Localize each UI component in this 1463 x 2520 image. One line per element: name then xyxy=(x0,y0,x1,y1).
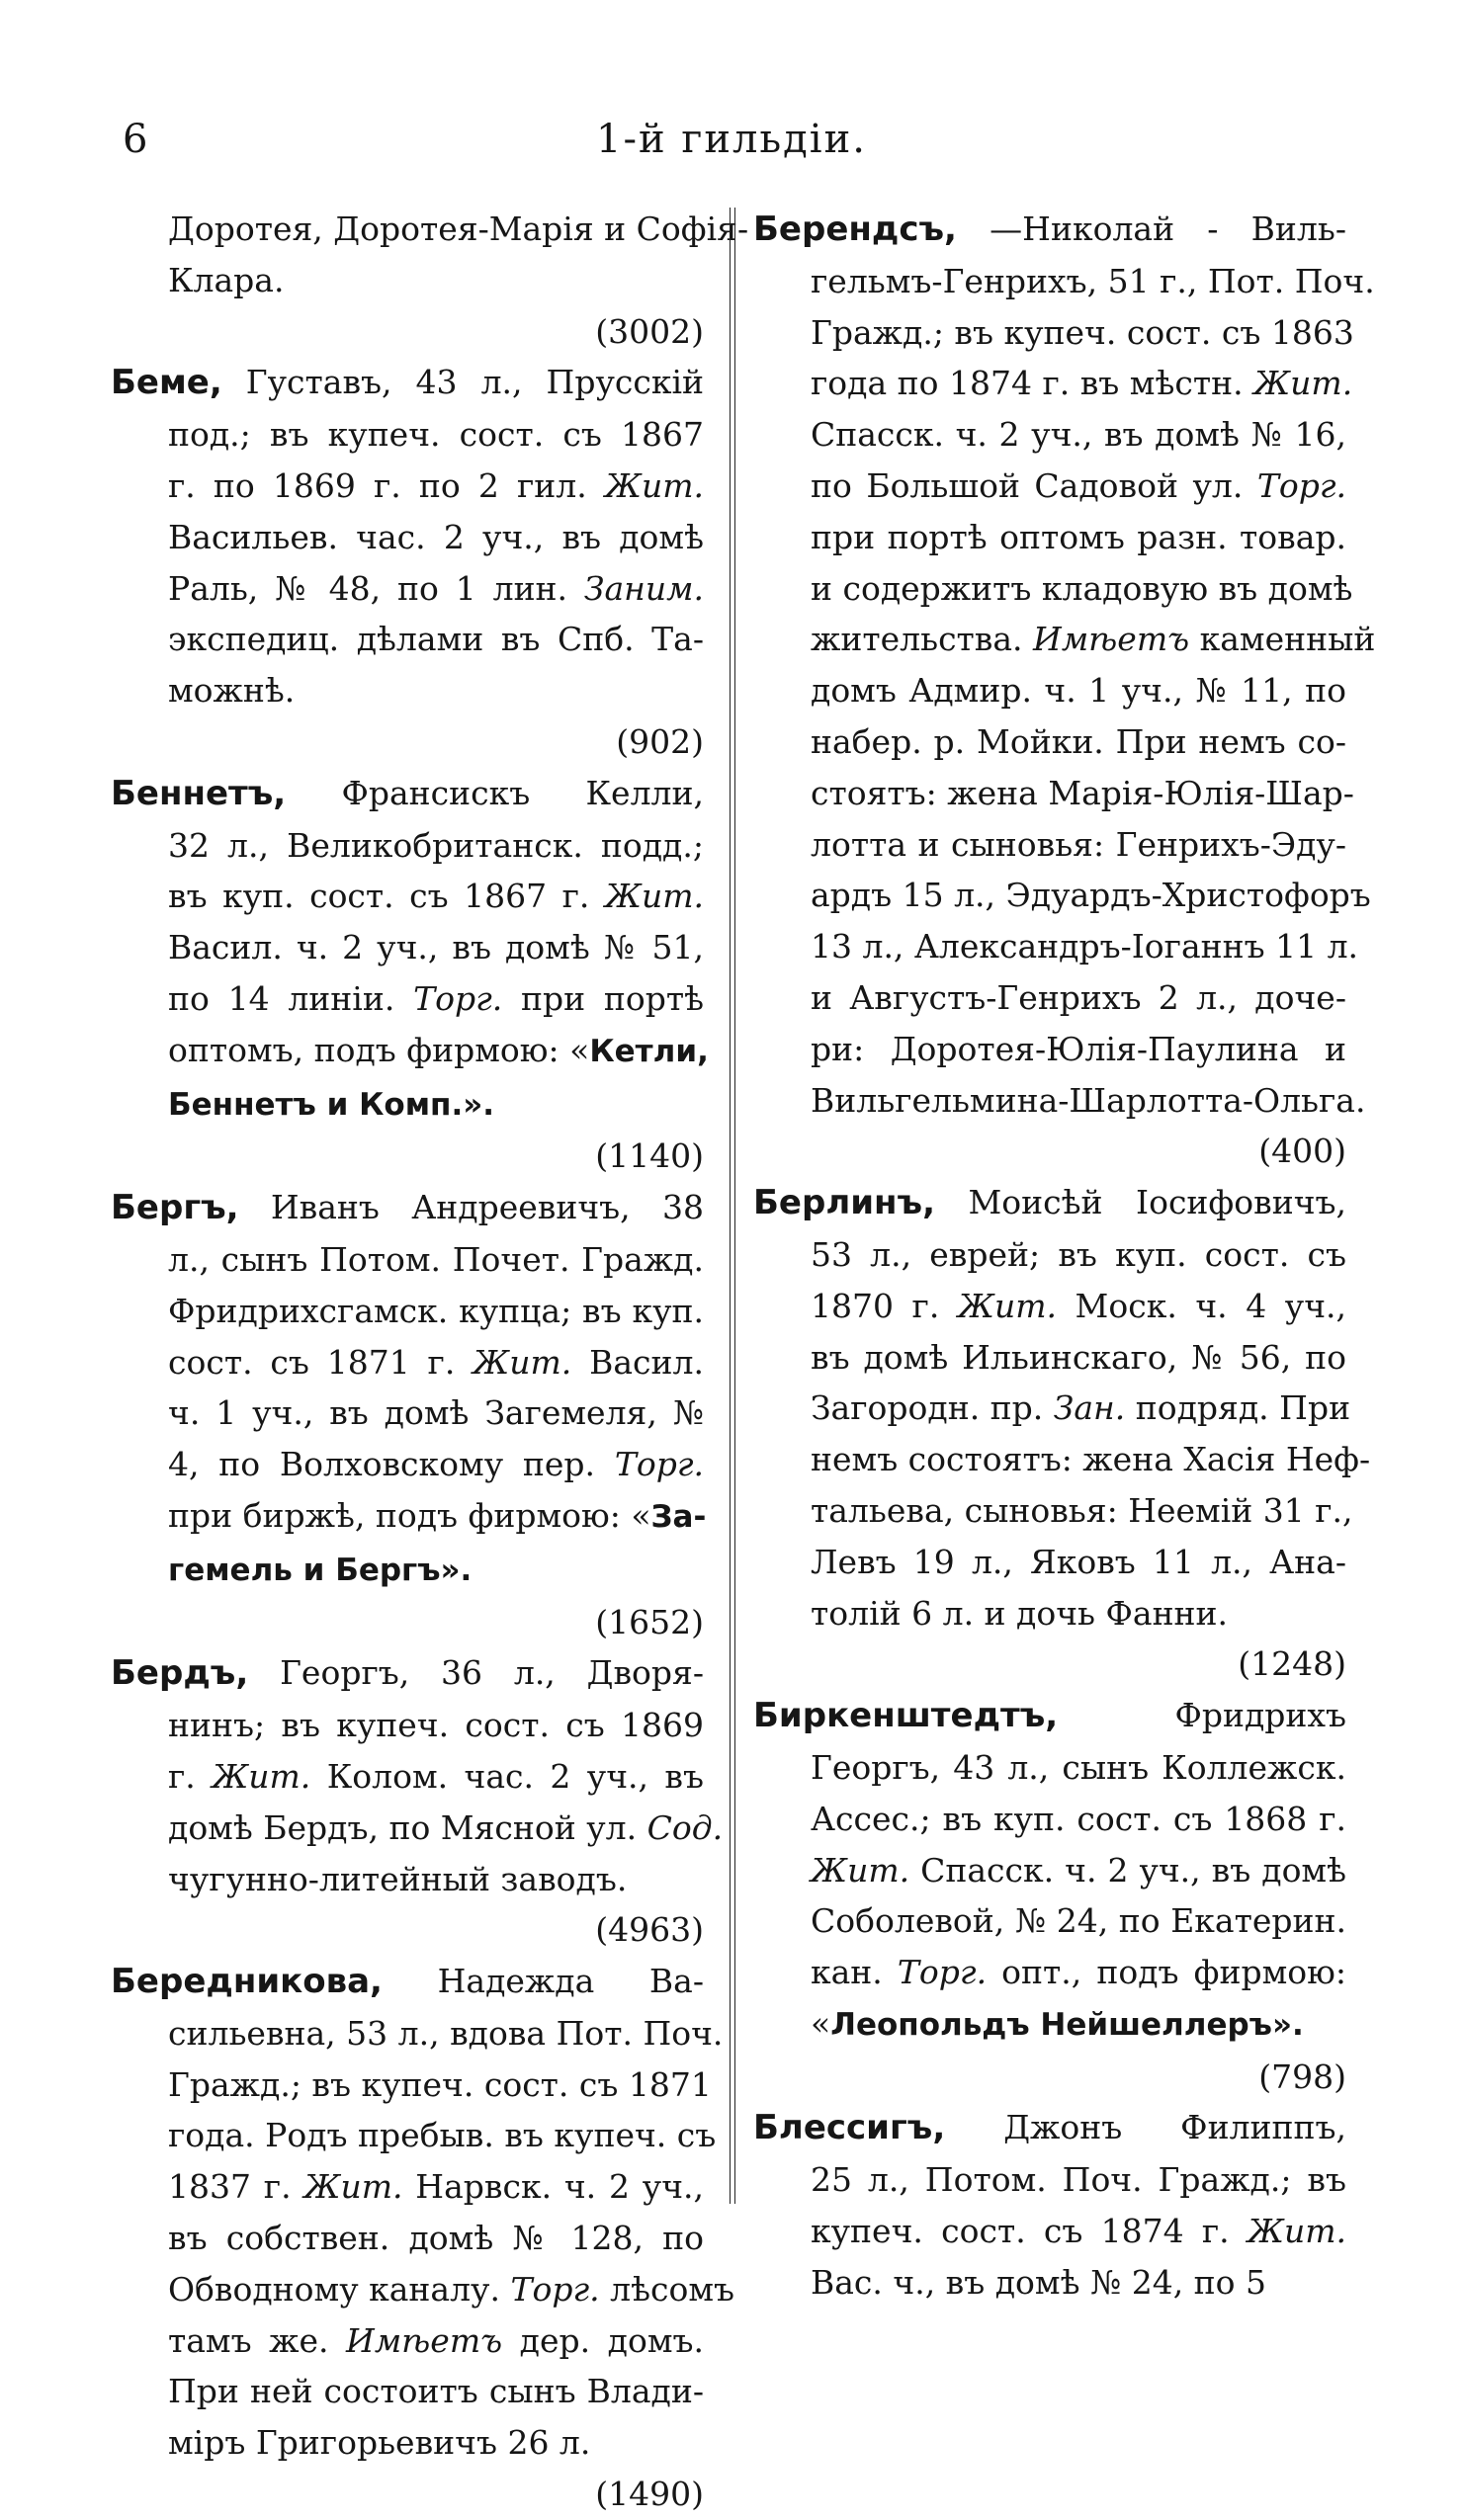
entry-text: въ домѣ Ильинскаго, № 56, по xyxy=(811,1337,1346,1377)
entry-line xyxy=(111,2110,717,2161)
entry-text: набер. р. Мойки. При немъ со- xyxy=(811,721,1346,761)
entry-text: Франсискъ Келли, xyxy=(286,773,704,812)
entry-line xyxy=(111,1544,704,1597)
entry-line xyxy=(111,2315,704,2367)
directory-entry xyxy=(753,1177,1371,1690)
entry-line xyxy=(753,256,1375,307)
entry-text: въ куп. сост. съ 1867 г. xyxy=(168,877,605,916)
entry-line xyxy=(753,1845,1346,1896)
italic-abbreviation: Торг. xyxy=(413,978,503,1018)
entry-text: 13 л., Александръ-Іоганнъ 11 л. xyxy=(811,927,1359,966)
entry-line xyxy=(111,1286,704,1337)
entry-line xyxy=(111,1025,709,1078)
entry-line xyxy=(753,2154,1346,2206)
entry-text: сост. съ 1871 г. xyxy=(168,1342,473,1382)
entry-line xyxy=(753,2257,1346,2309)
italic-abbreviation: Торг. xyxy=(510,2269,600,2309)
entry-text: чугунно-литейный заводъ. xyxy=(168,1859,628,1898)
entry-text: Моисѣй Іосифовичъ, xyxy=(935,1183,1346,1222)
entry-text: домѣ Бердъ, по Мясной ул. xyxy=(168,1807,647,1847)
entry-line xyxy=(753,819,1346,871)
italic-abbreviation: Жит. xyxy=(1253,364,1353,403)
entry-line xyxy=(111,2469,704,2520)
entry-line xyxy=(111,716,704,768)
entry-line xyxy=(111,409,704,461)
directory-entry xyxy=(753,1690,1346,2102)
italic-abbreviation: Жит. xyxy=(811,1850,910,1890)
entry-line xyxy=(111,665,704,716)
entry-text: лотта и сыновья: Генрихъ-Эду- xyxy=(811,824,1346,864)
entry-text: можнѣ. xyxy=(168,671,296,711)
entry-text: въ собствен. домѣ № 128, по xyxy=(168,2219,704,2258)
entry-line xyxy=(753,1638,1346,1690)
italic-abbreviation: Жит. xyxy=(473,1342,572,1382)
entry-text: при биржѣ, подъ фирмою: « xyxy=(168,1495,651,1535)
entry-line xyxy=(111,1956,704,2008)
firm-name: гемель и Бергъ». xyxy=(168,1552,473,1588)
entry-line xyxy=(753,716,1346,768)
entry-line xyxy=(753,1742,1346,1794)
entry-surname: Беме, xyxy=(111,363,222,403)
entry-text: Густавъ, 43 л., Прусскій xyxy=(221,363,704,402)
italic-abbreviation: Жит. xyxy=(212,1756,311,1796)
entry-line xyxy=(111,2417,704,2469)
entry-text: Надежда Ва- xyxy=(382,1962,704,2001)
directory-entry xyxy=(111,1647,724,1956)
entry-line xyxy=(753,665,1346,716)
entry-line xyxy=(111,820,704,872)
entry-text: лѣсомъ xyxy=(599,2269,734,2309)
entry-text: Вильгельмина-Шарлотта-Ольга. xyxy=(811,1080,1366,1120)
entry-text: Доротея, Доротея-Марія и Софія- xyxy=(168,210,749,248)
entry-text: года. Родъ пребыв. въ купеч. съ xyxy=(168,2116,717,2155)
entry-text: 4, по Волховскому пер. xyxy=(168,1445,615,1484)
entry-text: Спасск. ч. 2 уч., въ домѣ xyxy=(909,1850,1346,1890)
directory-entry xyxy=(111,768,709,1182)
entry-line xyxy=(111,1904,704,1956)
italic-abbreviation: Имѣетъ xyxy=(1033,620,1190,659)
entry-line xyxy=(753,972,1346,1024)
registry-number: (1652) xyxy=(595,1602,704,1641)
entry-text: Обводному каналу. xyxy=(168,2269,511,2309)
entry-line xyxy=(753,1895,1346,1947)
entry-text: немъ состоятъ: жена Хасія Неф- xyxy=(811,1440,1371,1479)
entry-line xyxy=(111,255,704,306)
entry-text: толій 6 л. и дочь Фанни. xyxy=(811,1593,1229,1633)
entry-line xyxy=(753,1537,1346,1588)
entry-line xyxy=(111,1751,704,1803)
italic-abbreviation: Жит. xyxy=(1247,2212,1346,2251)
entry-text: 32 л., Великобританск. подд.; xyxy=(168,825,704,865)
entry-text: ри: Доротея-Юлія-Паулина и xyxy=(811,1029,1346,1068)
entry-text: каменный xyxy=(1189,620,1376,659)
entry-line xyxy=(753,1434,1371,1485)
entry-surname: Бергъ, xyxy=(111,1188,239,1228)
entry-line xyxy=(753,1075,1366,1127)
registry-number: (4963) xyxy=(595,1910,704,1950)
entry-line xyxy=(111,2008,724,2059)
directory-entry xyxy=(111,357,704,767)
registry-number: (902) xyxy=(616,721,704,761)
entry-line xyxy=(753,1485,1353,1537)
entry-text: кан. xyxy=(811,1953,898,1992)
entry-text: купеч. сост. съ 1874 г. xyxy=(811,2212,1248,2251)
entry-line xyxy=(111,1803,724,1854)
entry-text: Джонъ Филиппъ, xyxy=(945,2108,1346,2147)
directory-entry xyxy=(753,2102,1346,2308)
entry-line xyxy=(753,1794,1346,1845)
entry-line xyxy=(111,2161,704,2213)
column-divider xyxy=(730,208,735,2204)
entry-line xyxy=(111,1854,704,1905)
entry-text: Моск. ч. 4 уч., xyxy=(1057,1286,1346,1325)
italic-abbreviation: Имѣетъ xyxy=(346,2320,503,2360)
entry-text: Спасск. ч. 2 уч., въ домѣ № 16, xyxy=(811,415,1346,455)
registry-number: (1140) xyxy=(595,1136,704,1176)
entry-line xyxy=(111,1700,704,1751)
entry-text: экспедиц. дѣлами въ Спб. Та- xyxy=(168,620,704,659)
entry-text: при портѣ оптомъ разн. товар. xyxy=(811,517,1346,556)
entry-text: при портѣ xyxy=(502,978,704,1018)
entry-text: Гражд.; въ купеч. сост. съ 1871 xyxy=(168,2064,712,2104)
entry-line xyxy=(111,2059,712,2111)
registry-number: (798) xyxy=(1258,2057,1346,2096)
firm-name: Беннетъ и Комп.». xyxy=(168,1086,495,1123)
entry-text: гельмъ-Генрихъ, 51 г., Пот. Поч. xyxy=(811,261,1375,300)
entry-text: Раль, № 48, по 1 лин. xyxy=(168,568,584,608)
entry-text: Иванъ Андреевичъ, 38 xyxy=(238,1188,704,1227)
entry-text: и Августъ-Генрихъ 2 л., доче- xyxy=(811,977,1346,1017)
entry-line xyxy=(753,1998,1346,2052)
italic-abbreviation: Жит. xyxy=(604,877,704,916)
entry-line xyxy=(111,2366,704,2417)
entry-line xyxy=(111,512,704,563)
page-header xyxy=(0,117,1463,166)
entry-line xyxy=(753,870,1371,921)
entry-text: Колом. час. 2 уч., въ xyxy=(310,1756,704,1796)
firm-name: Кетли, xyxy=(589,1033,709,1069)
entry-text: 25 л., Потом. Поч. Гражд.; въ xyxy=(811,2160,1346,2200)
entry-text: тамъ же. xyxy=(168,2320,347,2360)
registry-number: (1248) xyxy=(1238,1644,1346,1684)
entry-line xyxy=(111,973,704,1025)
entry-line xyxy=(753,2102,1346,2154)
entry-line xyxy=(753,1281,1346,1332)
entry-text: Георгъ, 43 л., сынъ Коллежск. xyxy=(811,1747,1346,1787)
entry-text: под.; въ купеч. сост. съ 1867 xyxy=(168,415,704,455)
entry-line xyxy=(111,357,704,409)
entry-text: 1870 г. xyxy=(811,1286,958,1325)
italic-abbreviation: Торг. xyxy=(897,1953,988,1992)
entry-text: л., сынъ Потом. Почет. Гражд. xyxy=(168,1239,704,1279)
entry-line xyxy=(753,204,1346,256)
entry-text: Фридрихъ xyxy=(1058,1696,1346,1735)
entry-text: сильевна, 53 л., вдова Пот. Поч. xyxy=(168,2013,724,2053)
entry-line xyxy=(111,768,704,820)
entry-text: Соболевой, № 24, по Екатерин. xyxy=(811,1901,1346,1941)
entry-line xyxy=(753,1332,1346,1384)
entry-line xyxy=(111,1387,704,1439)
entry-text: Гражд.; въ купеч. сост. съ 1863 xyxy=(811,312,1354,352)
entry-line xyxy=(111,1182,704,1234)
right-column xyxy=(753,204,1376,2309)
italic-abbreviation: Жит. xyxy=(604,465,704,505)
entry-text: Фридрихсгамск. купца; въ куп. xyxy=(168,1291,704,1330)
entry-text: года по 1874 г. въ мѣстн. xyxy=(811,364,1254,403)
entry-surname: Блессигъ, xyxy=(753,2108,946,2148)
entry-surname: Берлинъ, xyxy=(753,1183,935,1223)
entry-text: Васил. ч. 2 уч., въ домѣ № 51, xyxy=(168,928,704,967)
entry-surname: Беннетъ, xyxy=(111,773,287,813)
entry-line xyxy=(111,306,704,358)
entry-text: Георгъ, 36 л., Дворя- xyxy=(248,1653,704,1693)
entry-line xyxy=(753,1229,1346,1281)
entry-line xyxy=(111,1078,704,1132)
entry-text: Вас. ч., въ домѣ № 24, по 5 xyxy=(811,2262,1267,2302)
directory-entry xyxy=(111,1182,707,1647)
registry-number: (1490) xyxy=(595,2475,704,2514)
entry-text: Васильев. час. 2 уч., въ домѣ xyxy=(168,517,704,556)
entry-text: стоятъ: жена Марія-Юлія-Шар- xyxy=(811,773,1354,812)
entry-text: При ней состоитъ сынъ Влади- xyxy=(168,2372,704,2411)
entry-line xyxy=(111,1490,707,1544)
entry-line xyxy=(753,1177,1346,1229)
entry-line xyxy=(753,1947,1346,1998)
entry-line xyxy=(111,461,704,512)
entry-line xyxy=(111,563,704,615)
entry-text: подряд. При xyxy=(1125,1388,1351,1428)
entry-text: жительства. xyxy=(811,620,1034,659)
italic-abbreviation: Сод. xyxy=(646,1807,724,1847)
directory-entry xyxy=(753,204,1376,1177)
firm-name: Леопольдъ Нейшеллеръ». xyxy=(830,2006,1304,2043)
entry-surname: Бередникова, xyxy=(111,1962,383,2002)
entry-line xyxy=(753,921,1359,972)
firm-name: За- xyxy=(650,1498,707,1535)
entry-line xyxy=(111,922,704,973)
entry-text: —Николай - Виль- xyxy=(956,210,1346,248)
entry-line xyxy=(111,2213,704,2264)
entry-text: по 14 линіи. xyxy=(168,978,414,1018)
entry-text: оптомъ, подъ фирмою: « xyxy=(168,1030,590,1069)
entry-text: тальева, сыновья: Неемій 31 г., xyxy=(811,1490,1353,1530)
entry-line xyxy=(753,768,1354,819)
entry-line xyxy=(753,307,1354,359)
entry-text: 53 л., еврей; въ куп. сост. съ xyxy=(811,1234,1346,1274)
entry-line xyxy=(753,1383,1351,1434)
directory-entry xyxy=(111,204,749,357)
entry-line xyxy=(753,1126,1346,1177)
entry-line xyxy=(111,871,704,922)
entry-text: Левъ 19 л., Яковъ 11 л., Ана- xyxy=(811,1542,1346,1581)
entry-line xyxy=(753,358,1353,409)
entry-text: 1837 г. xyxy=(168,2167,304,2207)
entry-text: Нарвск. ч. 2 уч., xyxy=(402,2167,704,2207)
entry-text: Загородн. пр. xyxy=(811,1388,1054,1428)
entry-text: домъ Адмир. ч. 1 уч., № 11, по xyxy=(811,671,1346,711)
entry-line xyxy=(753,614,1376,665)
entry-line xyxy=(111,614,704,665)
entry-line xyxy=(111,1597,704,1648)
entry-text: міръ Григорьевичъ 26 л. xyxy=(168,2423,591,2463)
entry-surname: Бердъ, xyxy=(111,1653,249,1694)
entry-text: Васил. xyxy=(571,1342,704,1382)
italic-abbreviation: Торг. xyxy=(1256,465,1346,505)
running-head: 1-й гильдіи. xyxy=(596,117,867,162)
entry-text: и содержитъ кладовую въ домѣ xyxy=(811,568,1353,608)
entry-surname: Берендсъ, xyxy=(753,210,957,249)
entry-line xyxy=(753,1690,1346,1742)
italic-abbreviation: Жит. xyxy=(303,2167,403,2207)
entry-text: дер. домъ. xyxy=(502,2320,704,2360)
entry-text: Клара. xyxy=(168,260,285,299)
entry-line xyxy=(753,409,1346,461)
entry-line xyxy=(111,1337,704,1388)
italic-abbreviation: Жит. xyxy=(957,1286,1057,1325)
entry-text: опт., подъ фирмою: xyxy=(987,1953,1346,1992)
left-column xyxy=(111,204,749,2520)
page-number: 6 xyxy=(123,117,148,162)
entry-text: по Большой Садовой ул. xyxy=(811,465,1257,505)
entry-line xyxy=(111,1647,704,1700)
entry-line xyxy=(111,2264,734,2315)
entry-line xyxy=(111,1131,704,1182)
entry-line xyxy=(111,204,749,255)
entry-line xyxy=(111,1439,704,1490)
entry-text: г. xyxy=(168,1756,213,1796)
entry-line xyxy=(753,1024,1346,1075)
entry-text: ардъ 15 л., Эдуардъ-Христофоръ xyxy=(811,876,1371,915)
directory-entry xyxy=(111,1956,734,2520)
entry-line xyxy=(753,1588,1346,1639)
entry-line xyxy=(111,1234,704,1286)
entry-surname: Биркенштедтъ, xyxy=(753,1696,1059,1736)
entry-line xyxy=(753,461,1346,512)
entry-line xyxy=(753,512,1346,563)
entry-text: нинъ; въ купеч. сост. съ 1869 xyxy=(168,1706,704,1745)
entry-line xyxy=(753,2052,1346,2103)
italic-abbreviation: Заним. xyxy=(583,568,704,608)
entry-line xyxy=(753,563,1353,615)
registry-number: (3002) xyxy=(595,311,704,351)
italic-abbreviation: Зан. xyxy=(1053,1388,1126,1428)
entry-line xyxy=(753,2206,1346,2257)
entry-text: г. по 1869 г. по 2 гил. xyxy=(168,465,605,505)
registry-number: (400) xyxy=(1258,1132,1346,1171)
entry-text: ч. 1 уч., въ домѣ Загемеля, № xyxy=(168,1393,704,1433)
entry-text: « xyxy=(811,2003,831,2043)
italic-abbreviation: Торг. xyxy=(614,1445,704,1484)
entry-text: Ассес.; въ куп. сост. съ 1868 г. xyxy=(811,1799,1346,1838)
